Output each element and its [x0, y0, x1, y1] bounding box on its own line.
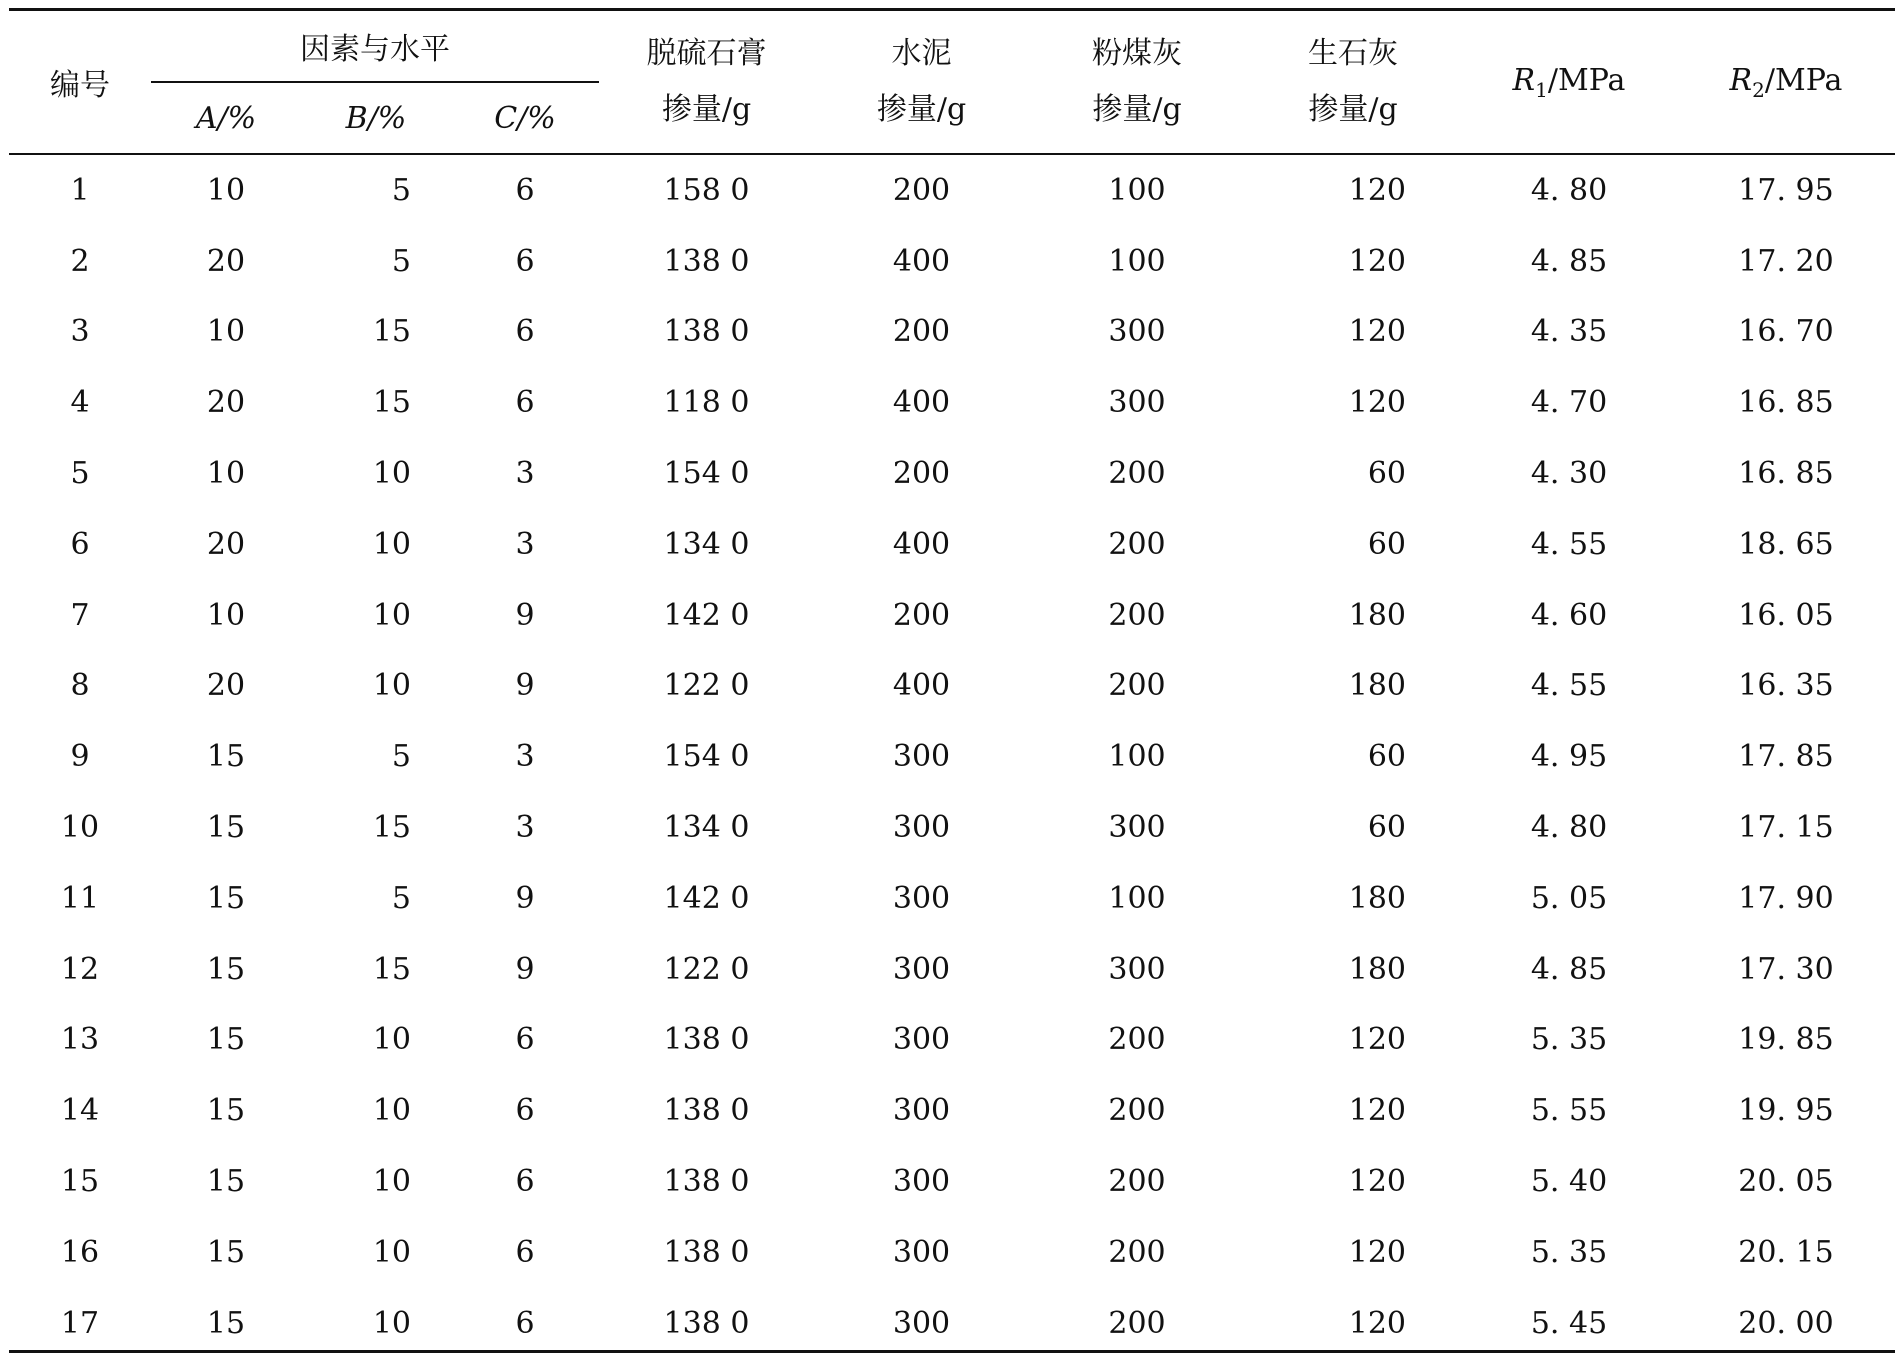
header-id: 编号 [50, 68, 110, 103]
cell-id: 13 [60, 1022, 100, 1058]
cell-factor-b: 15 [372, 951, 411, 987]
cell-gypsum: 142 0 [663, 597, 750, 633]
cell-cement: 200 [892, 456, 951, 492]
cell-r2: 19. 85 [1738, 1022, 1834, 1058]
cell-id: 17 [60, 1305, 100, 1341]
cell-r1: 5. 05 [1530, 880, 1608, 916]
cell-lime: 180 [1348, 668, 1406, 704]
table-row [9, 1146, 1895, 1217]
cell-factor-c: 6 [515, 1305, 535, 1341]
cell-factor-c: 6 [515, 1164, 535, 1200]
table-row [9, 580, 1895, 651]
cell-flyash: 100 [1108, 880, 1166, 916]
cell-factor-a: 15 [206, 810, 246, 846]
cell-factor-b: 15 [372, 385, 411, 421]
cell-gypsum: 154 0 [663, 739, 750, 775]
cell-r2: 20. 05 [1738, 1164, 1834, 1200]
cell-lime: 120 [1348, 1164, 1406, 1200]
cell-r2: 17. 85 [1738, 739, 1834, 775]
header-cement-line2: 掺量/g [876, 92, 967, 127]
cell-flyash: 200 [1108, 597, 1166, 633]
cell-flyash: 300 [1108, 951, 1166, 987]
table-row [9, 438, 1895, 509]
cell-gypsum: 138 0 [663, 1234, 750, 1270]
cell-flyash: 300 [1108, 385, 1166, 421]
cell-factor-a: 15 [206, 1164, 246, 1200]
header-cement [814, 11, 1029, 154]
cell-factor-c: 6 [515, 172, 535, 208]
cell-factor-c: 6 [515, 1022, 535, 1058]
cell-id: 4 [70, 385, 90, 421]
cell-factor-a: 10 [206, 597, 246, 633]
cell-factor-b: 5 [391, 739, 411, 775]
cell-lime: 60 [1367, 526, 1406, 562]
cell-cement: 300 [892, 1022, 951, 1058]
cell-factor-a: 10 [206, 172, 246, 208]
cell-cement: 200 [892, 314, 951, 350]
cell-r1: 4. 85 [1530, 951, 1608, 987]
cell-r2: 20. 00 [1738, 1305, 1834, 1341]
cell-r2: 16. 85 [1738, 385, 1834, 421]
cell-gypsum: 138 0 [663, 1022, 750, 1058]
table-row [9, 792, 1895, 863]
table-row [9, 297, 1895, 368]
cell-factor-a: 20 [206, 526, 246, 562]
cell-lime: 180 [1348, 880, 1406, 916]
cell-id: 3 [70, 314, 90, 350]
cell-factor-b: 10 [372, 1093, 411, 1129]
cell-r2: 16. 70 [1738, 314, 1834, 350]
header-r2-subscript: 2 [1752, 77, 1765, 102]
cell-r1: 4. 70 [1530, 385, 1608, 421]
cell-r1: 4. 85 [1530, 243, 1608, 279]
table-row [9, 226, 1895, 297]
cell-cement: 300 [892, 1093, 951, 1129]
cell-r2: 20. 15 [1738, 1234, 1834, 1270]
header-r1-subscript: 1 [1535, 77, 1548, 102]
cell-lime: 60 [1367, 456, 1406, 492]
cell-flyash: 200 [1108, 456, 1166, 492]
cell-r1: 5. 35 [1530, 1234, 1608, 1270]
cell-factor-b: 10 [372, 1164, 411, 1200]
header-lime [1245, 11, 1461, 154]
cell-factor-a: 15 [206, 1093, 246, 1129]
cell-gypsum: 122 0 [663, 951, 750, 987]
cell-factor-c: 6 [515, 1234, 535, 1270]
cell-factor-c: 6 [515, 314, 535, 350]
cell-flyash: 200 [1108, 1164, 1166, 1200]
cell-r2: 17. 15 [1738, 810, 1834, 846]
cell-gypsum: 138 0 [663, 1093, 750, 1129]
cell-r2: 18. 65 [1738, 526, 1834, 562]
header-flyash-line2: 掺量/g [1092, 92, 1182, 127]
cell-factor-b: 15 [372, 810, 411, 846]
header-r1-symbol: R [1512, 62, 1536, 98]
cell-r1: 4. 60 [1530, 597, 1608, 633]
cell-id: 8 [70, 668, 90, 704]
cell-id: 5 [70, 456, 90, 492]
cell-flyash: 200 [1108, 1093, 1166, 1129]
cell-factor-a: 15 [206, 880, 246, 916]
cell-lime: 120 [1348, 172, 1406, 208]
cell-factor-b: 10 [372, 1022, 411, 1058]
cell-r2: 16. 05 [1738, 597, 1834, 633]
cell-factor-c: 3 [515, 810, 535, 846]
cell-lime: 180 [1348, 951, 1406, 987]
cell-flyash: 200 [1108, 526, 1166, 562]
cell-factor-b: 5 [391, 243, 411, 279]
cell-r1: 4. 95 [1530, 739, 1608, 775]
cell-r2: 17. 95 [1738, 172, 1834, 208]
cell-flyash: 100 [1108, 739, 1166, 775]
cell-r1: 4. 35 [1530, 314, 1608, 350]
cell-lime: 120 [1348, 385, 1406, 421]
table-row [9, 1288, 1895, 1359]
cell-gypsum: 138 0 [663, 243, 750, 279]
cell-cement: 300 [892, 739, 951, 775]
cell-lime: 120 [1348, 243, 1406, 279]
cell-flyash: 200 [1108, 1022, 1166, 1058]
cell-lime: 120 [1348, 314, 1406, 350]
table-body [9, 154, 1895, 1359]
header-gypsum-line2: 掺量/g [661, 92, 752, 127]
cell-factor-c: 9 [515, 880, 535, 916]
cell-gypsum: 134 0 [663, 810, 750, 846]
cell-r2: 17. 30 [1738, 951, 1834, 987]
cell-lime: 120 [1348, 1305, 1406, 1341]
cell-factor-c: 6 [515, 243, 535, 279]
cell-r1: 4. 30 [1530, 456, 1608, 492]
cell-factor-a: 20 [206, 385, 246, 421]
cell-factor-a: 20 [206, 243, 246, 279]
cell-factor-b: 10 [372, 1234, 411, 1270]
cell-flyash: 300 [1108, 314, 1166, 350]
cell-r2: 17. 90 [1738, 880, 1834, 916]
cell-gypsum: 118 0 [663, 385, 750, 421]
cell-factor-a: 10 [206, 456, 246, 492]
cell-flyash: 300 [1108, 810, 1166, 846]
cell-factor-b: 5 [391, 172, 411, 208]
cell-r2: 16. 35 [1738, 668, 1834, 704]
data-table-frame [9, 8, 1895, 1353]
cell-r1: 4. 55 [1530, 526, 1608, 562]
cell-factor-c: 9 [515, 951, 535, 987]
cell-cement: 400 [892, 526, 951, 562]
table-row [9, 367, 1895, 438]
cell-cement: 300 [892, 810, 951, 846]
cell-factor-a: 20 [206, 668, 246, 704]
header-cement-line1: 水泥 [891, 36, 952, 71]
cell-factor-b: 10 [372, 526, 411, 562]
cell-lime: 120 [1348, 1093, 1406, 1129]
cell-factor-c: 3 [515, 456, 535, 492]
cell-r2: 19. 95 [1738, 1093, 1834, 1129]
cell-cement: 300 [892, 880, 951, 916]
cell-id: 6 [70, 526, 90, 562]
header-r2 [1677, 11, 1895, 154]
cell-cement: 400 [892, 385, 951, 421]
cell-factor-b: 5 [391, 880, 411, 916]
header-gypsum [599, 11, 814, 154]
cell-r1: 5. 40 [1530, 1164, 1608, 1200]
table-row [9, 651, 1895, 722]
cell-cement: 400 [892, 243, 951, 279]
header-factor-c: C/% [494, 100, 556, 136]
cell-factor-a: 15 [206, 1234, 246, 1270]
header-gypsum-line1: 脱硫石膏 [646, 36, 767, 71]
header-factor-a: A/% [195, 100, 257, 136]
cell-lime: 120 [1348, 1234, 1406, 1270]
cell-r1: 4. 80 [1530, 810, 1608, 846]
header-lime-line1: 生石灰 [1308, 36, 1398, 71]
cell-flyash: 100 [1108, 243, 1166, 279]
cell-flyash: 200 [1108, 1234, 1166, 1270]
header-r2-unit: /MPa [1764, 62, 1843, 98]
cell-factor-c: 3 [515, 739, 535, 775]
cell-r1: 4. 80 [1530, 172, 1608, 208]
header-flyash-line1: 粉煤灰 [1092, 36, 1182, 71]
cell-cement: 300 [892, 1305, 951, 1341]
cell-gypsum: 138 0 [663, 1164, 750, 1200]
cell-gypsum: 142 0 [663, 880, 750, 916]
header-lime-line2: 掺量/g [1308, 92, 1398, 127]
cell-id: 7 [70, 597, 90, 633]
cell-gypsum: 134 0 [663, 526, 750, 562]
cell-id: 16 [60, 1234, 100, 1270]
cell-factor-a: 15 [206, 1022, 246, 1058]
cell-r1: 5. 55 [1530, 1093, 1608, 1129]
cell-flyash: 100 [1108, 172, 1166, 208]
table-row [9, 863, 1895, 934]
cell-cement: 400 [892, 668, 951, 704]
header-flyash [1029, 11, 1245, 154]
table-row [9, 1217, 1895, 1288]
table-row [9, 154, 1895, 226]
cell-id: 12 [60, 951, 100, 987]
cell-flyash: 200 [1108, 1305, 1166, 1341]
cell-id: 11 [60, 880, 100, 916]
cell-id: 1 [70, 172, 90, 208]
cell-factor-b: 10 [372, 456, 411, 492]
cell-lime: 180 [1348, 597, 1406, 633]
table-row [9, 721, 1895, 792]
cell-factor-b: 10 [372, 597, 411, 633]
header-r2-symbol: R [1729, 62, 1753, 98]
cell-factor-b: 15 [372, 314, 411, 350]
cell-factor-c: 6 [515, 385, 535, 421]
cell-cement: 300 [892, 1164, 951, 1200]
cell-id: 2 [70, 243, 90, 279]
cell-factor-a: 15 [206, 739, 246, 775]
cell-r1: 5. 35 [1530, 1022, 1608, 1058]
cell-id: 14 [60, 1093, 100, 1129]
cell-r2: 16. 85 [1738, 456, 1834, 492]
cell-factor-c: 9 [515, 597, 535, 633]
header-factor-b: B/% [345, 100, 407, 136]
cell-r1: 5. 45 [1530, 1305, 1608, 1341]
cell-cement: 300 [892, 951, 951, 987]
cell-r1: 4. 55 [1530, 668, 1608, 704]
cell-cement: 200 [892, 172, 951, 208]
cell-id: 9 [70, 739, 90, 775]
cell-factor-c: 9 [515, 668, 535, 704]
table-row [9, 509, 1895, 580]
cell-lime: 60 [1367, 810, 1406, 846]
table-row [9, 1075, 1895, 1146]
header-factor-group: 因素与水平 [151, 11, 599, 82]
cell-r2: 17. 20 [1738, 243, 1834, 279]
cell-cement: 200 [892, 597, 951, 633]
cell-id: 15 [60, 1164, 100, 1200]
cell-factor-c: 3 [515, 526, 535, 562]
cell-factor-a: 15 [206, 951, 246, 987]
table-row [9, 934, 1895, 1005]
cell-factor-c: 6 [515, 1093, 535, 1129]
cell-id: 10 [60, 810, 100, 846]
cell-gypsum: 122 0 [663, 668, 750, 704]
cell-gypsum: 138 0 [663, 1305, 750, 1341]
cell-gypsum: 138 0 [663, 314, 750, 350]
cell-cement: 300 [892, 1234, 951, 1270]
cell-factor-b: 10 [372, 1305, 411, 1341]
experiment-table [9, 11, 1895, 1359]
table-row [9, 1005, 1895, 1076]
cell-factor-a: 10 [206, 314, 246, 350]
cell-lime: 120 [1348, 1022, 1406, 1058]
cell-factor-b: 10 [372, 668, 411, 704]
cell-lime: 60 [1367, 739, 1406, 775]
cell-flyash: 200 [1108, 668, 1166, 704]
header-r1-unit: /MPa [1547, 62, 1626, 98]
cell-factor-a: 15 [206, 1305, 246, 1341]
cell-gypsum: 158 0 [663, 172, 750, 208]
header-r1 [1461, 11, 1677, 154]
cell-gypsum: 154 0 [663, 456, 750, 492]
